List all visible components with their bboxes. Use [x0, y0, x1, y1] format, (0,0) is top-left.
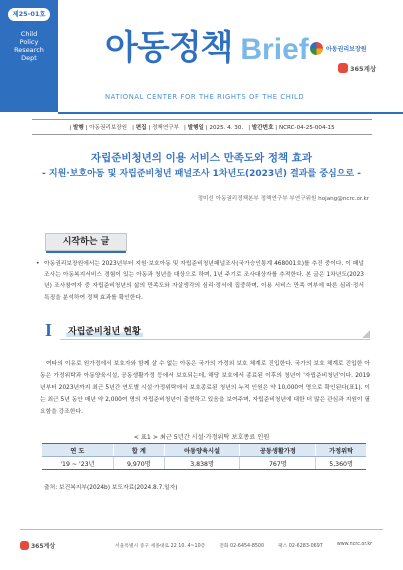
corner-triangle-icon — [362, 330, 370, 338]
table-cell: 5,360명 — [316, 457, 366, 470]
footer-phone: 전화 02-6454-8500 — [219, 543, 265, 549]
footer-web-link[interactable]: www.ncrc.or.kr — [336, 541, 373, 547]
table-source: 출처: 보건복지부(2024b) 보도자료(2024.8.7.일자) — [44, 485, 178, 491]
table-header-cell: 가정위탁 — [316, 444, 366, 457]
logo-area — [310, 42, 394, 96]
table-cell: 767명 — [240, 457, 316, 470]
dept-line: Research — [14, 46, 44, 54]
footer-logo — [20, 541, 55, 550]
brief-header — [0, 0, 403, 112]
table-cell: 3,838명 — [164, 457, 240, 470]
org-name-english: NATIONAL CENTER FOR THE RIGHTS OF THE CHILD — [105, 93, 305, 101]
publication-meta — [32, 119, 372, 135]
table-header-cell: 합 계 — [113, 444, 164, 457]
365-logo — [338, 63, 376, 73]
footer-address: 서울특별시 중구 세종대로 22 10. 4~10층 — [115, 543, 206, 549]
intro-text — [36, 259, 364, 304]
meta-date: | 발행일 | 2025. 4. 30. — [184, 125, 244, 131]
author-line: 정미선 아동권리정책본부 정책연구부 부연구위원 hojang@ncrc.or.kr — [197, 196, 369, 202]
meta-publisher: | 발행 | 아동권리보장원 — [69, 125, 128, 131]
footer-divider — [20, 529, 383, 530]
dept-label — [4, 30, 54, 62]
365-logo-text: 365계상 — [350, 64, 377, 73]
report-subtitle: - 지원·보호아동 및 자립준비청년 패널조사 1차년도(2023년) 결과를 중심으로 - — [42, 169, 361, 179]
365-logo-icon — [338, 63, 348, 73]
table-header-cell: 공동생활가정 — [240, 444, 316, 457]
ncrc-logo — [310, 42, 367, 55]
bullet-icon: • — [36, 261, 40, 267]
meta-editor: | 편집 | 정책연구부 — [132, 125, 180, 131]
meta-number: | 발간번호 | NCRC-04-25-004-15 — [248, 125, 335, 131]
section-heading — [60, 324, 370, 340]
table-cell: 9,970명 — [113, 457, 164, 470]
section-title-text: 자립준비청년 현황 — [68, 327, 141, 337]
ncrc-logo-text: 아동권리보장원 — [326, 46, 367, 53]
table-caption: < 표1 > 최근 5년간 시설·가정위탁 보호종료 인원 — [133, 434, 270, 441]
page-footer — [20, 535, 383, 555]
intro-heading: 시작하는 글 — [45, 233, 127, 251]
365-logo-icon — [20, 541, 29, 550]
dept-line: Child — [20, 30, 38, 38]
table-header-cell: 아동양육시설 — [164, 444, 240, 457]
section-number: I — [45, 320, 53, 340]
table-header-cell: 연 도 — [42, 444, 113, 457]
report-title: 자립준비청년의 이용 서비스 만족도와 정책 효과 — [90, 152, 313, 164]
section-body: 여타의 이유로 원가정에서 보호자와 함께 살 수 없는 아동은 국가의 가정외 보호 체계로 진입한다. 국가의 보호 체계로 진입한 아동은 가정위탁과 아동양육시설, 공동생활가정 등에서 보호되는데, 해당 보호에서 종료된 이후의 청년이 '자립준비청년'이다. 2019년부터 2023년까지 최근 5년간 연도별 시설·가정위탁에서 보호종료된 청년의 누적 인원은 약 10,000여 명으로 확인된다(표1). 이는 최근 5년 동안 매년 약 2,000여 명의 자립준비청년이 출현하고 있음을 보여주며, 자립준비청년에 대한 더 많은 관심과 지원이 필요함을 강조한다. — [40, 361, 370, 415]
footer-contact — [115, 542, 372, 549]
table-header-row — [42, 444, 366, 457]
title-korean: 아동정책 — [105, 28, 233, 68]
intro-paragraph: 아동권리보장원에서는 2023년부터 지원·보호아동 및 자립준비청년패널조사(국가승인통계 468001호)를 추진 중이다. 이 패널조사는 아동복지서비스 경험이 있는 아동과 청년을 대상으로 하며, 1년 주기로 조사대상자를 추적한다. 본 글은 1차년도(2023년) 조사참여자 중 자립준비청년의 삶의 만족도와 자살생각의 심리·정서에 집중하며, 이용 서비스 만족 여부에 따른 심리·정서 특징을 분석하여 정책 효과를 확인한다. — [44, 261, 364, 301]
header-side-bar — [0, 0, 58, 112]
data-table — [42, 443, 366, 470]
header-divider — [58, 112, 403, 114]
footer-fax: 팩스 02-6283-0697 — [278, 543, 323, 549]
table-cell: '19 ~ '23년 — [42, 457, 113, 470]
dept-line: Dept — [21, 54, 37, 62]
issue-number-badge: 제25-01호 — [8, 8, 50, 21]
title-english: Brief — [240, 33, 309, 66]
footer-logo-text: 365계상 — [31, 542, 56, 550]
brief-title — [105, 20, 309, 69]
dept-line: Policy — [19, 38, 39, 46]
ncrc-logo-icon — [310, 42, 323, 55]
table-row — [42, 457, 366, 470]
